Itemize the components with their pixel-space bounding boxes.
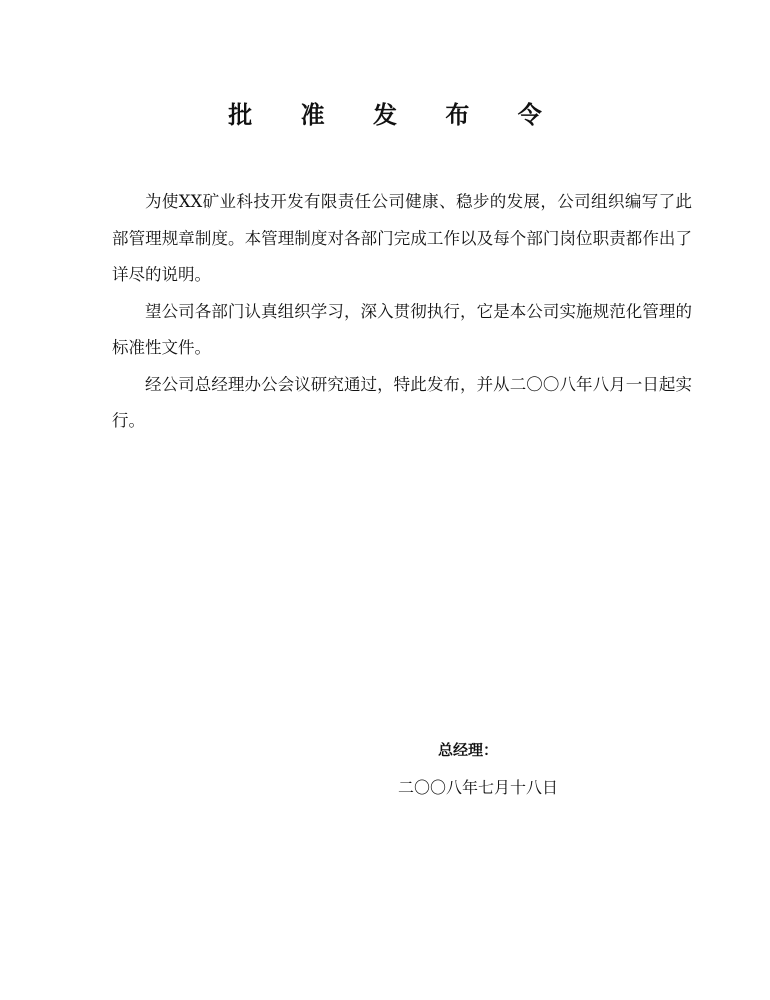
document-title: 批 准 发 布 令: [228, 101, 562, 129]
paragraph-effective-date: 经公司总经理办公会议研究通过，特此发布，并从二〇〇八年八月一日起实行。: [112, 374, 692, 430]
document-body: [112, 184, 692, 440]
paragraph-purpose: 为使XX矿业科技开发有限责任公司健康、稳步的发展，公司组织编写了此部管理规章制度。本管理制度对各部门完成工作以及每个部门岗位职责都作出了详尽的说明。: [112, 192, 692, 284]
paragraph-instruction: 望公司各部门认真组织学习，深入贯彻执行，它是本公司实施规范化管理的标准性文件。: [112, 301, 692, 357]
signature-title: 总经理：: [438, 741, 499, 759]
signature-date: 二〇〇八年七月十八日: [398, 778, 559, 797]
